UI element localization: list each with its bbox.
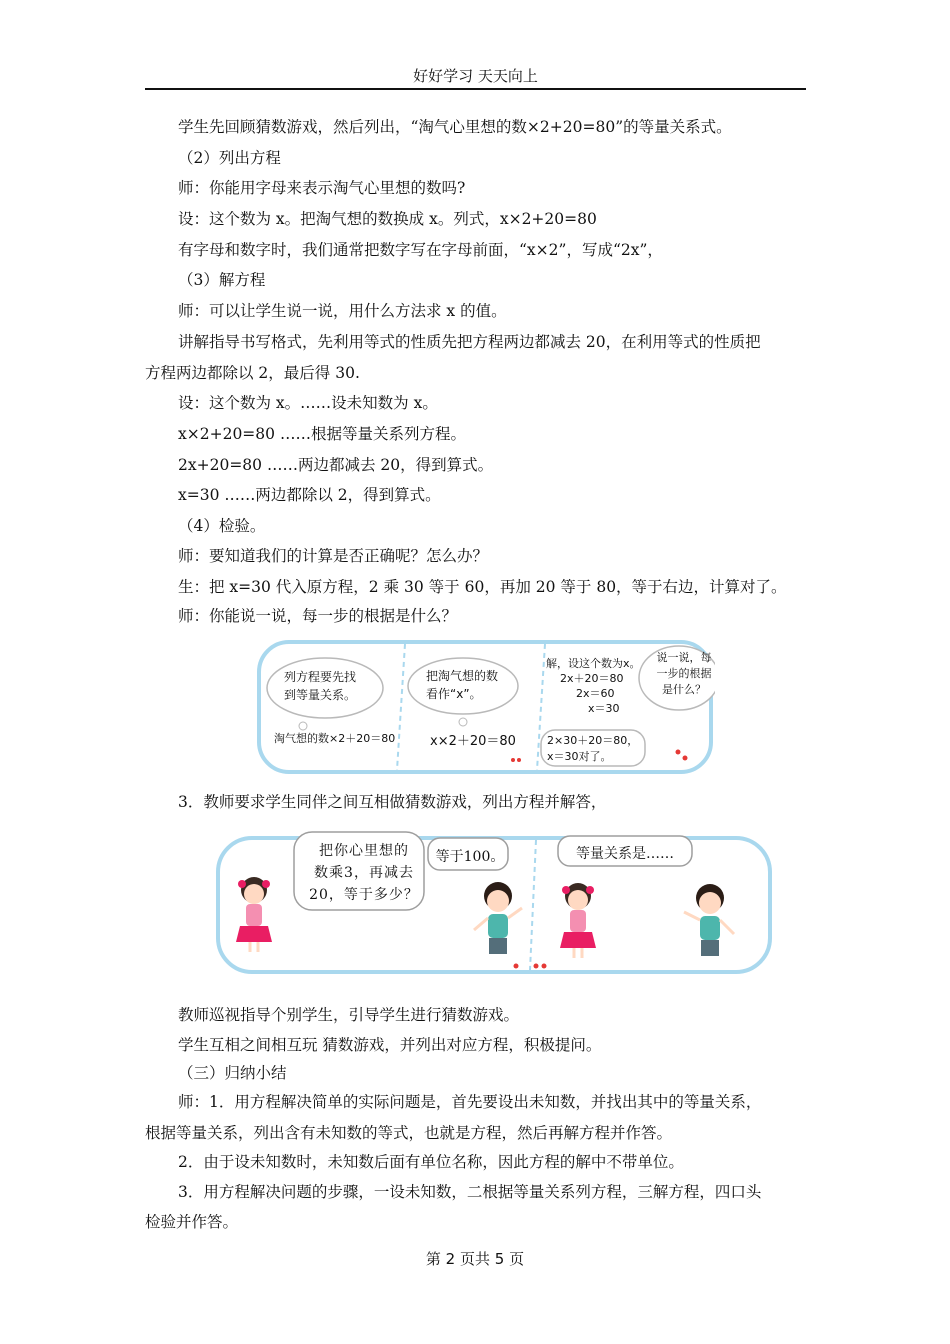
bubble-find-relation bbox=[284, 668, 394, 704]
text-line: （2）列出方程 bbox=[178, 149, 281, 167]
text-line: （3）解方程 bbox=[178, 271, 266, 289]
text-line: x=30 ……两边都除以 2，得到算式。 bbox=[178, 486, 441, 504]
bubble-variable bbox=[426, 667, 536, 703]
text-line: （三）归纳小结 bbox=[178, 1064, 287, 1082]
bubble-line: 把淘气想的数 bbox=[426, 669, 499, 683]
text-line: 3．用方程解决问题的步骤，一设未知数，二根据等量关系列方程，三解方程，四口头 bbox=[178, 1183, 762, 1201]
check-line: x＝30对了。 bbox=[547, 750, 612, 763]
text-line: 教师巡视指导个别学生，引导学生进行猜数游戏。 bbox=[178, 1006, 520, 1024]
boy-figure bbox=[474, 882, 522, 954]
bubble-line: 一步的根据 bbox=[656, 667, 712, 680]
boy-figure bbox=[684, 884, 734, 956]
bubble-line: 看作“x”。 bbox=[426, 687, 482, 701]
girl-figure bbox=[236, 877, 272, 952]
text-line: 有字母和数字时，我们通常把数字写在字母前面，“x×2”，写成“2x”， bbox=[178, 241, 663, 259]
bubble-question bbox=[302, 840, 426, 906]
solve-line: 解，设这个数为x。 bbox=[546, 657, 641, 670]
solve-line: 2x＋20＝80 bbox=[560, 672, 624, 685]
text-line: （4）检验。 bbox=[178, 517, 266, 535]
text-line: 检验并作答。 bbox=[145, 1213, 239, 1231]
text-line: 学生互相之间相互玩 猜数游戏，并列出对应方程，积极提问。 bbox=[178, 1036, 602, 1054]
bubble-line: 是什么？ bbox=[662, 683, 706, 696]
text-line: 生：把 x=30 代入原方程，2 乘 30 等于 60，再加 20 等于 80，等于右边，计算对了。 bbox=[178, 578, 787, 596]
text-line: x×2+20=80 ……根据等量关系列方程。 bbox=[178, 425, 466, 443]
text-line: 根据等量关系，列出含有未知数的等式，也就是方程，然后再解方程并作答。 bbox=[145, 1124, 673, 1142]
check-line: 2×30＋20＝80， bbox=[547, 734, 639, 747]
bubble-relation: 等量关系是…… bbox=[576, 846, 674, 862]
equation-words: 淘气想的数×2＋20＝80 bbox=[274, 732, 396, 745]
page-header: 好好学习 天天向上 bbox=[145, 64, 806, 90]
text-line: 讲解指导书写格式，先利用等式的性质先把方程两边都减去 20，在利用等式的性质把 bbox=[178, 333, 761, 351]
text-line: 方程两边都除以 2，最后得 30. bbox=[145, 364, 360, 382]
equation-x: x×2＋20＝80 bbox=[430, 734, 516, 749]
solution-steps bbox=[546, 656, 646, 716]
bubble-line: 20，等于多少？ bbox=[309, 887, 419, 903]
girl-figure bbox=[560, 883, 596, 958]
page-footer: 第 2 页共 5 页 bbox=[425, 1250, 525, 1268]
bubble-line: 到等量关系。 bbox=[284, 688, 357, 702]
text-line: 设：这个数为 x。……设未知数为 x。 bbox=[178, 394, 438, 412]
bubble-answer: 等于100。 bbox=[435, 849, 505, 865]
text-line: 3．教师要求学生同伴之间互相做猜数游戏，列出方程并解答， bbox=[178, 793, 607, 811]
text-line: 师：你能用字母来表示淘气心里想的数吗? bbox=[178, 179, 466, 197]
text-line: 师：1．用方程解决简单的实际问题是，首先要设出未知数，并找出其中的等量关系， bbox=[178, 1093, 762, 1111]
text-line: 2x+20=80 ……两边都减去 20，得到算式。 bbox=[178, 456, 494, 474]
bubble-line: 把你心里想的 bbox=[319, 843, 409, 859]
solve-line: 2x＝60 bbox=[576, 687, 615, 700]
bubble-line: 数乘3，再减去 bbox=[314, 865, 414, 881]
text-line: 设：这个数为 x。把淘气想的数换成 x。列式，x×2+20=80 bbox=[178, 210, 597, 228]
bubble-line: 列方程要先找 bbox=[284, 670, 357, 684]
text-line: 师：可以让学生说一说，用什么方法求 x 的值。 bbox=[178, 302, 507, 320]
bubble-reason bbox=[646, 650, 722, 698]
text-line: 学生先回顾猜数游戏，然后列出，“淘气心里想的数×2+20=80”的等量关系式。 bbox=[178, 118, 732, 136]
text-line: 师：要知道我们的计算是否正确呢？怎么办？ bbox=[178, 547, 489, 565]
check-result bbox=[547, 733, 651, 765]
bubble-line: 说一说，每 bbox=[656, 651, 712, 664]
text-line: 2．由于设未知数时，未知数后面有单位名称，因此方程的解中不带单位。 bbox=[178, 1153, 684, 1171]
solve-line: x＝30 bbox=[588, 702, 620, 715]
text-line: 师：你能说一说，每一步的根据是什么？ bbox=[178, 607, 458, 625]
